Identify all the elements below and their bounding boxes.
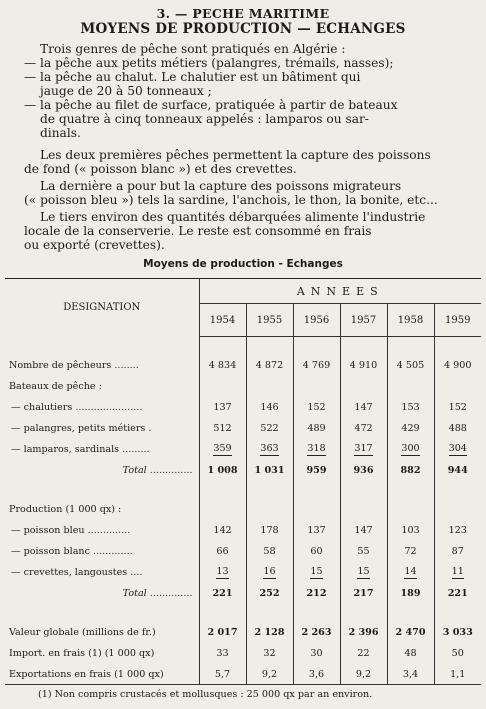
table-cell: 66 — [199, 541, 246, 562]
section-subtitle: MOYENS DE PRODUCTION — ECHANGES — [80, 21, 406, 37]
para-line: (« poisson bleu ») tels la sardine, l'anchois, le thon, la bonite, etc... — [24, 193, 438, 207]
year-header: 1955 — [246, 304, 293, 337]
table-cell: 4 872 — [246, 355, 293, 376]
table-cell: 363 — [260, 443, 279, 454]
table-row: — chalutiers ...................... 137 146 152 147 153 152 — [5, 397, 481, 418]
table-cell: 87 — [434, 541, 481, 562]
list-item: — la pêche au chalut. Le chalutier est un bâtiment qui — [24, 70, 361, 84]
list-item-cont: jauge de 20 à 50 tonneaux ; — [40, 84, 212, 98]
paragraph-2 — [24, 148, 478, 176]
table-cell: 9,2 — [340, 664, 387, 685]
table-row: — poisson blanc ............. 66 58 60 55 72 87 — [5, 541, 481, 562]
year-header: 1959 — [434, 304, 481, 337]
table-cell: 522 — [246, 418, 293, 439]
table-cell: 146 — [246, 397, 293, 418]
year-header: 1957 — [340, 304, 387, 337]
table-cell: 3,4 — [387, 664, 434, 685]
table-cell: 217 — [340, 583, 387, 604]
table-cell: 60 — [293, 541, 340, 562]
table-cell: 2 470 — [387, 622, 434, 643]
row-label: — lamparos, sardinals — [11, 444, 120, 455]
table-cell: 33 — [199, 643, 246, 664]
row-label: Bateaux de pêche : — [9, 381, 102, 392]
table-cell: 2 396 — [340, 622, 387, 643]
table-row: — poisson bleu .............. 142 178 137 147 103 123 — [5, 520, 481, 541]
table-cell: 472 — [340, 418, 387, 439]
table-cell: 4 505 — [387, 355, 434, 376]
table-cell: 359 — [213, 443, 232, 454]
table-cell: 72 — [387, 541, 434, 562]
table-cell: 147 — [340, 520, 387, 541]
table-caption: Moyens de production - Echanges — [143, 258, 343, 270]
table-cell: 3,6 — [293, 664, 340, 685]
table-cell: 123 — [434, 520, 481, 541]
table-cell: 137 — [199, 397, 246, 418]
row-label: — palangres, petits métiers . — [11, 423, 152, 434]
row-label: Nombre de pêcheurs — [9, 360, 112, 371]
table-cell: 3 033 — [434, 622, 481, 643]
table-cell: 2 263 — [293, 622, 340, 643]
table-cell: 137 — [293, 520, 340, 541]
table-cell: 32 — [246, 643, 293, 664]
row-label: Total — [122, 465, 147, 476]
table-cell: 4 910 — [340, 355, 387, 376]
row-label: Total — [122, 588, 147, 599]
para-line: locale de la conserverie. Le reste est consommé en frais — [24, 224, 372, 238]
para-line: de fond (« poisson blanc ») et des crevettes. — [24, 162, 297, 176]
table-row — [5, 643, 481, 664]
table-row — [5, 622, 481, 643]
table-cell: 2 128 — [246, 622, 293, 643]
table-cell: 512 — [199, 418, 246, 439]
table-cell: 5,7 — [199, 664, 246, 685]
intro-paragraph — [24, 42, 478, 140]
table-cell: 212 — [293, 583, 340, 604]
table-cell: 16 — [263, 566, 276, 577]
table-cell: 189 — [387, 583, 434, 604]
table-cell: 147 — [340, 397, 387, 418]
table-cell: 488 — [434, 418, 481, 439]
table-cell: 152 — [293, 397, 340, 418]
table-row: Nombre de pêcheurs ........ 4 834 4 872 4 769 4 910 4 505 4 900 — [5, 355, 481, 376]
table-cell: 882 — [387, 460, 434, 481]
table-row — [5, 499, 481, 520]
table-cell: 30 — [293, 643, 340, 664]
table-cell: 9,2 — [246, 664, 293, 685]
row-label: Import. en frais (1) (1 000 qx) — [9, 648, 155, 659]
table-cell: 11 — [451, 566, 464, 577]
table-cell: 152 — [434, 397, 481, 418]
row-label: — crevettes, langoustes — [11, 567, 128, 578]
table-cell: 4 769 — [293, 355, 340, 376]
list-item: — la pêche au filet de surface, pratiquée à partir de bateaux — [24, 98, 398, 112]
table-cell: 4 900 — [434, 355, 481, 376]
table-cell: 15 — [310, 566, 323, 577]
table-cell: 153 — [387, 397, 434, 418]
row-label: Production (1 000 qx) : — [9, 504, 122, 515]
paragraph-4 — [24, 210, 478, 252]
table-cell: 489 — [293, 418, 340, 439]
table-cell: 959 — [293, 460, 340, 481]
table-cell: 50 — [434, 643, 481, 664]
table-cell: 317 — [354, 443, 373, 454]
list-item: — la pêche aux petits métiers (palangres, trémails, nasses); — [24, 56, 394, 70]
table-row — [5, 664, 481, 685]
table-cell: 429 — [387, 418, 434, 439]
row-label: Valeur globale (millions de fr.) — [9, 627, 156, 638]
table-cell: 944 — [434, 460, 481, 481]
table-cell: 55 — [340, 541, 387, 562]
table-row — [5, 376, 481, 397]
table-row: — crevettes, langoustes .... 13 16 15 15 14 11 — [5, 562, 481, 583]
list-item-cont: dinals. — [40, 126, 81, 140]
para-line: Le tiers environ des quantités débarquées alimente l'industrie — [40, 210, 426, 224]
table-cell: 936 — [340, 460, 387, 481]
table-cell: 13 — [216, 566, 229, 577]
row-label: — poisson blanc — [11, 546, 90, 557]
table-cell: 221 — [199, 583, 246, 604]
paragraph-3 — [24, 179, 478, 207]
table-row — [5, 418, 481, 439]
table-row: — lamparos, sardinals ......... 359 363 318 317 300 304 — [5, 439, 481, 460]
table-cell: 4 834 — [199, 355, 246, 376]
column-header-designation: DESIGNATION — [63, 302, 141, 314]
footnote: (1) Non compris crustacés et mollusques : 25 000 qx par an environ. — [38, 689, 373, 700]
table-cell: 48 — [387, 643, 434, 664]
table-cell: 2 017 — [199, 622, 246, 643]
list-item-cont: de quatre à cinq tonneaux appelés : lamparos ou sar- — [40, 112, 369, 126]
row-label: Exportations en frais (1 000 qx) — [9, 669, 164, 680]
row-label: — chalutiers — [11, 402, 73, 413]
table-cell: 252 — [246, 583, 293, 604]
para-line: La dernière a pour but la capture des poissons migrateurs — [40, 179, 402, 193]
table-cell: 304 — [448, 443, 467, 454]
year-header: 1956 — [293, 304, 340, 337]
table-cell: 14 — [404, 566, 417, 577]
table-cell: 221 — [434, 583, 481, 604]
table-cell: 300 — [401, 443, 420, 454]
table-cell: 142 — [199, 520, 246, 541]
intro-line: Trois genres de pêche sont pratiqués en Algérie : — [40, 42, 346, 56]
row-label: — poisson bleu — [11, 525, 85, 536]
table-cell: 1,1 — [434, 664, 481, 685]
para-line: Les deux premières pêches permettent la capture des poissons — [40, 148, 431, 162]
para-line: ou exporté (crevettes). — [24, 238, 165, 252]
table-cell: 318 — [307, 443, 326, 454]
column-group-header: ANNEES — [199, 279, 481, 304]
table-cell: 1 031 — [246, 460, 293, 481]
table-row-total: Total .............. 221 252 212 217 189 221 — [5, 583, 481, 604]
table-bottom-rule — [5, 684, 481, 685]
year-header: 1958 — [387, 304, 434, 337]
table-cell: 15 — [357, 566, 370, 577]
section-title: 3. — PECHE MARITIME — [156, 6, 330, 21]
year-header: 1954 — [199, 304, 246, 337]
table-cell: 58 — [246, 541, 293, 562]
table-cell: 22 — [340, 643, 387, 664]
table-cell: 103 — [387, 520, 434, 541]
table-row-total: Total .............. 1 008 1 031 959 936 882 944 — [5, 460, 481, 481]
statistics-table — [5, 278, 481, 685]
table-cell: 178 — [246, 520, 293, 541]
table-cell: 1 008 — [199, 460, 246, 481]
